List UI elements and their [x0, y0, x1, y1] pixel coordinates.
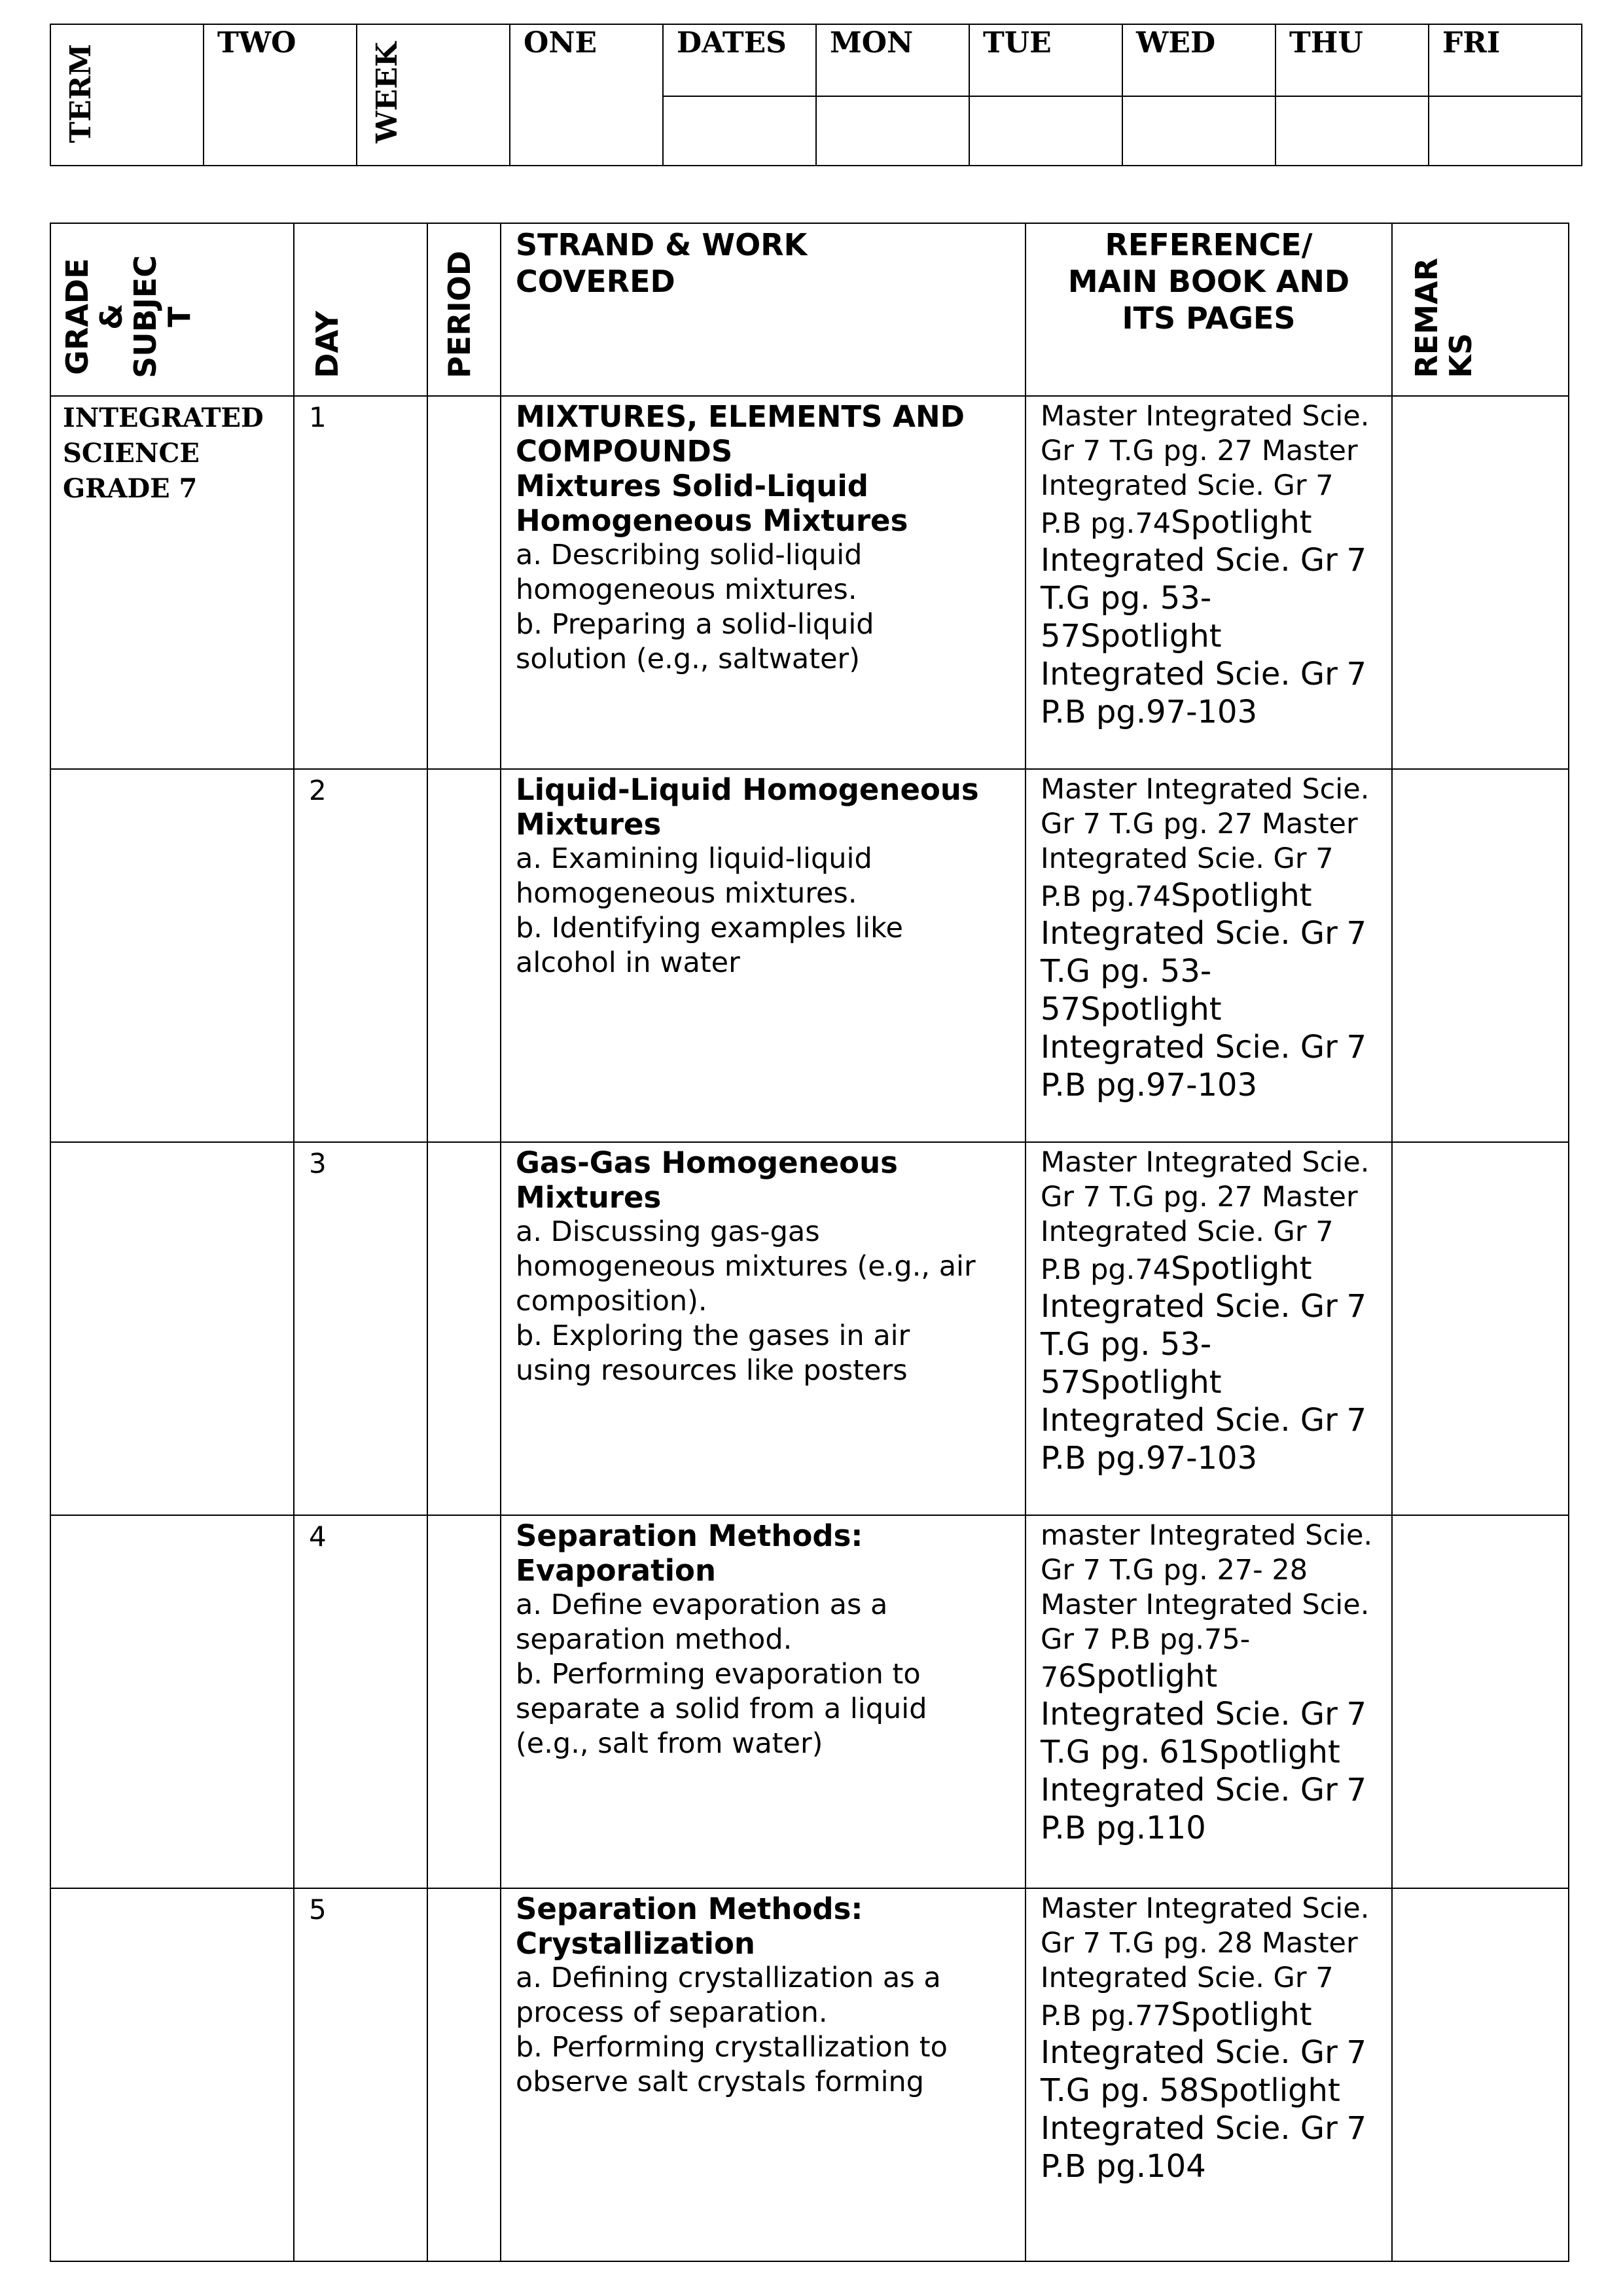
remarks-cell[interactable]	[1392, 1142, 1569, 1515]
reference-cell	[1026, 1888, 1392, 2261]
grade-subject-line: &	[94, 304, 129, 331]
work-item: observe salt crystals forming	[516, 2066, 925, 2098]
reference-line: 76	[1041, 1661, 1077, 1694]
strand-heading: Evaporation	[516, 1553, 717, 1588]
day-header-text: DAY	[310, 311, 345, 378]
work-item: process of separation.	[516, 1996, 828, 2029]
day-wed: WED	[1122, 24, 1275, 96]
work-item: a. Defining crystallization as a	[516, 1962, 941, 1994]
work-item: (e.g., salt from water)	[516, 1727, 823, 1760]
tue-date[interactable]	[969, 96, 1122, 166]
strand-work-cell	[501, 1142, 1026, 1515]
strand-heading: MIXTURES, ELEMENTS AND	[516, 399, 965, 434]
remarks-cell[interactable]	[1392, 1888, 1569, 2261]
remarks-header-line: KS	[1443, 333, 1478, 378]
work-item: solution (e.g., saltwater)	[516, 643, 860, 675]
reference-line: 7 T.G pg. 53-	[1041, 542, 1367, 617]
reference-line: Integrated Scie. Gr	[1041, 1696, 1338, 1732]
day-mon: MON	[816, 24, 969, 96]
work-item: b. Preparing a solid-liquid	[516, 608, 874, 641]
grade-subject-line: T	[162, 306, 197, 327]
reference-header-line: MAIN BOOK AND	[1067, 264, 1350, 299]
term-label-cell	[50, 24, 204, 166]
day-fri: FRI	[1429, 24, 1582, 96]
term-week-table	[50, 24, 1582, 166]
reference-line: Scie. Gr 7 P.B pg.75-	[1041, 1588, 1370, 1656]
reference-cell	[1026, 1142, 1392, 1515]
reference-header-line: ITS PAGES	[1122, 300, 1296, 336]
strand-work-cell	[501, 769, 1026, 1142]
grade-subject-header	[50, 223, 294, 396]
reference-cell	[1026, 396, 1392, 769]
reference-line: Integrated Scie. Gr	[1041, 542, 1338, 579]
reference-line: 58Spotlight	[1159, 2072, 1340, 2109]
day-thu: THU	[1275, 24, 1429, 96]
reference-line: Spotlight	[1171, 877, 1312, 914]
reference-line: pg.74	[1090, 880, 1171, 913]
thu-date[interactable]	[1275, 96, 1429, 166]
reference-line: Scie. Gr 7 P.B	[1041, 842, 1334, 913]
week-value: ONE	[510, 24, 663, 166]
work-item: homogeneous mixtures (e.g., air	[516, 1250, 976, 1283]
table-row	[50, 769, 1569, 1142]
work-item: alcohol in water	[516, 946, 740, 979]
table-row	[50, 1142, 1569, 1515]
reference-line: Integrated Scie. Gr	[1041, 915, 1338, 952]
reference-line: Spotlight	[1076, 1658, 1218, 1695]
table-row	[50, 1515, 1569, 1888]
subject-cell	[50, 1888, 294, 2261]
reference-line: master Integrated	[1041, 1519, 1296, 1552]
work-item: composition).	[516, 1285, 707, 1318]
remarks-cell[interactable]	[1392, 396, 1569, 769]
term-label: TERM	[64, 44, 98, 143]
mon-date[interactable]	[816, 96, 969, 166]
reference-line: Scie. Gr 7 T.G pg. 27	[1041, 773, 1370, 840]
reference-line: Integrated Scie. Gr	[1041, 1029, 1338, 1066]
work-item: b. Performing crystallization to	[516, 2031, 948, 2064]
work-item: b. Performing evaporation to	[516, 1658, 921, 1691]
period-header	[427, 223, 501, 396]
subject-line: INTEGRATED	[63, 403, 264, 433]
reference-line: 7 T.G pg.	[1041, 1696, 1367, 1770]
reference-line: Scie. Gr 7 P.B	[1041, 1962, 1334, 2032]
strand-heading: Mixtures	[516, 1180, 662, 1215]
remarks-cell[interactable]	[1392, 1515, 1569, 1888]
work-item: a. Define evaporation as a	[516, 1588, 888, 1621]
day-tue: TUE	[969, 24, 1122, 96]
reference-line: Master Integrated	[1041, 773, 1293, 806]
table-header-row	[50, 223, 1569, 396]
strand-heading: Mixtures Solid-Liquid	[516, 469, 868, 503]
reference-line: 7 P.B pg.97-103	[1041, 656, 1367, 730]
reference-line: Integrated Scie. Gr	[1041, 1772, 1338, 1808]
reference-line: Master Integrated	[1041, 1892, 1293, 1925]
subject-cell	[50, 396, 294, 769]
reference-line: 7 T.G pg. 53-	[1041, 1288, 1367, 1363]
reference-line: 61Spotlight	[1159, 1734, 1340, 1770]
period-cell[interactable]	[427, 1888, 501, 2261]
strand-heading: Gas-Gas Homogeneous	[516, 1145, 898, 1180]
reference-line: 7 P.B pg.97-103	[1041, 1402, 1367, 1477]
reference-line: 7 P.B pg.97-103	[1041, 1029, 1367, 1103]
remarks-header	[1392, 223, 1569, 396]
work-item: a. Examining liquid-liquid	[516, 842, 872, 875]
day-header	[294, 223, 427, 396]
strand-header	[501, 223, 1026, 396]
work-item: b. Exploring the gases in air	[516, 1319, 910, 1352]
work-item: a. Discussing gas-gas	[516, 1215, 820, 1248]
reference-line: Integrated Scie. Gr	[1041, 2034, 1338, 2071]
reference-line: Scie. Gr 7 P.B	[1041, 469, 1334, 540]
reference-line: Master Integrated	[1041, 808, 1358, 875]
reference-line: Integrated Scie. Gr	[1041, 2110, 1338, 2147]
reference-line: pg.74	[1090, 1253, 1171, 1286]
subject-cell	[50, 1142, 294, 1515]
reference-line: 28 Master Integrated	[1041, 1554, 1308, 1621]
reference-line: Integrated Scie. Gr	[1041, 1288, 1338, 1325]
table-row	[50, 1888, 1569, 2261]
grade-subject-line: GRADE	[60, 258, 95, 376]
reference-line: pg.74	[1090, 507, 1171, 540]
reference-cell	[1026, 769, 1392, 1142]
reference-line: 7 T.G pg. 53-	[1041, 915, 1367, 990]
reference-line: Spotlight	[1171, 1250, 1312, 1287]
reference-line: Master Integrated	[1041, 1181, 1358, 1248]
subject-line: GRADE 7	[63, 473, 198, 504]
reference-line: Master Integrated	[1041, 1927, 1358, 1994]
subject-line: SCIENCE	[63, 438, 200, 469]
week-label: WEEK	[370, 42, 404, 143]
reference-line: Spotlight	[1171, 1996, 1312, 2033]
strand-header-line: COVERED	[516, 264, 675, 299]
reference-line: Integrated Scie. Gr	[1041, 1402, 1338, 1439]
subject-cell	[50, 769, 294, 1142]
strand-heading: Separation Methods:	[516, 1518, 863, 1553]
period-cell[interactable]	[427, 1515, 501, 1888]
grade-subject-line: SUBJEC	[128, 255, 163, 378]
strand-header-line: STRAND & WORK	[516, 227, 808, 262]
reference-header-line: REFERENCE/	[1105, 227, 1313, 262]
work-item: separation method.	[516, 1623, 793, 1656]
day-number: 4	[294, 1515, 427, 1888]
remarks-cell[interactable]	[1392, 769, 1569, 1142]
reference-line: Master Integrated	[1041, 435, 1358, 502]
work-item: homogeneous mixtures.	[516, 877, 857, 910]
reference-line: 57Spotlight	[1041, 618, 1222, 655]
reference-line: 57Spotlight	[1041, 1364, 1222, 1401]
fri-date[interactable]	[1429, 96, 1582, 166]
wed-date[interactable]	[1122, 96, 1275, 166]
reference-cell	[1026, 1515, 1392, 1888]
period-cell[interactable]	[427, 1142, 501, 1515]
work-item: using resources like posters	[516, 1354, 908, 1387]
scheme-of-work-table	[50, 223, 1569, 2262]
reference-line: 7 P.B pg.110	[1041, 1772, 1367, 1846]
strand-heading: Separation Methods:	[516, 1892, 863, 1926]
work-item: b. Identifying examples like	[516, 912, 903, 944]
remarks-header-line: REMAR	[1409, 258, 1444, 378]
reference-line: Scie. Gr 7 T.G pg. 28	[1041, 1892, 1370, 1960]
strand-heading: COMPOUNDS	[516, 434, 733, 469]
strand-heading: Mixtures	[516, 807, 662, 842]
reference-line: Scie. Gr 7 T.G pg. 27	[1041, 400, 1370, 467]
table-row	[50, 396, 1569, 769]
day-number: 1	[294, 396, 427, 769]
day-number: 3	[294, 1142, 427, 1515]
reference-line: Scie. Gr 7 T.G pg. 27	[1041, 1146, 1370, 1213]
dates-label: DATES	[663, 24, 816, 96]
week-label-cell	[357, 24, 510, 166]
work-item: a. Describing solid-liquid	[516, 539, 863, 571]
period-cell[interactable]	[427, 769, 501, 1142]
reference-line: Spotlight	[1171, 504, 1312, 541]
reference-line: Master Integrated	[1041, 400, 1293, 433]
reference-line: pg.77	[1090, 2000, 1171, 2032]
day-number: 5	[294, 1888, 427, 2261]
period-cell[interactable]	[427, 396, 501, 769]
reference-line: 57Spotlight	[1041, 991, 1222, 1028]
reference-line: Master Integrated	[1041, 1146, 1293, 1179]
term-value: TWO	[204, 24, 357, 166]
strand-work-cell	[501, 1515, 1026, 1888]
day-number: 2	[294, 769, 427, 1142]
reference-line: Scie. Gr 7 T.G pg. 27-	[1041, 1519, 1373, 1587]
dates-value[interactable]	[663, 96, 816, 166]
reference-line: Integrated Scie. Gr	[1041, 656, 1338, 692]
strand-heading: Homogeneous Mixtures	[516, 503, 908, 538]
reference-header	[1026, 223, 1392, 396]
reference-line: 7 P.B pg.104	[1041, 2110, 1367, 2185]
work-item: separate a solid from a liquid	[516, 1693, 927, 1725]
strand-heading: Liquid-Liquid Homogeneous	[516, 772, 979, 807]
reference-line: 7 T.G pg.	[1041, 2034, 1367, 2109]
subject-cell	[50, 1515, 294, 1888]
work-item: homogeneous mixtures.	[516, 573, 857, 606]
strand-work-cell	[501, 1888, 1026, 2261]
strand-work-cell	[501, 396, 1026, 769]
strand-heading: Crystallization	[516, 1926, 755, 1961]
reference-line: Scie. Gr 7 P.B	[1041, 1215, 1334, 1286]
period-header-text: PERIOD	[442, 251, 477, 378]
